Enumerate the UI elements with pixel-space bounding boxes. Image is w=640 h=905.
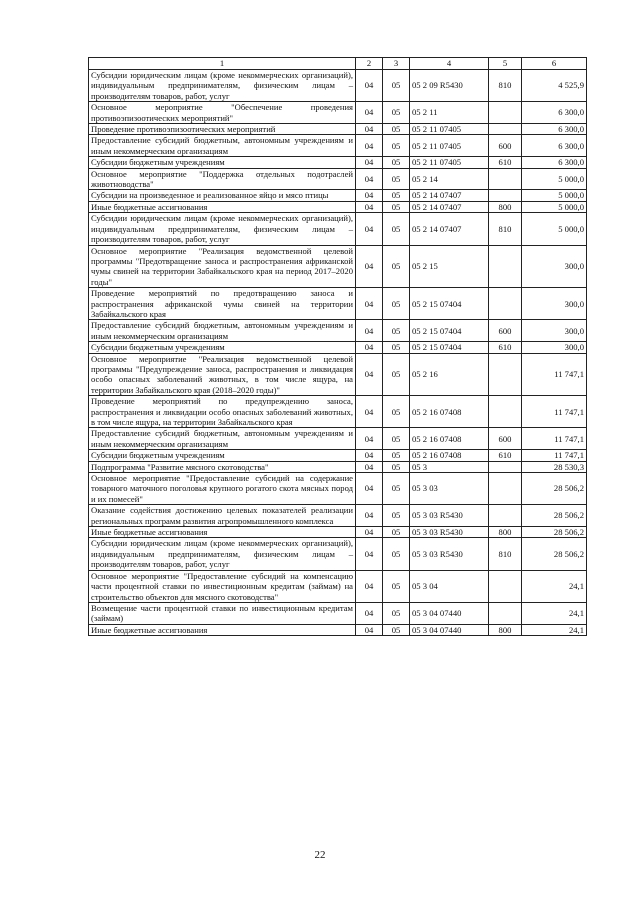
subsection-code-cell: 05	[383, 135, 410, 157]
subsection-code-cell: 05	[383, 505, 410, 527]
expense-type-cell	[489, 353, 522, 396]
table-row	[89, 124, 587, 135]
subsection-code-cell: 05	[383, 473, 410, 505]
expense-type-cell	[489, 602, 522, 624]
section-code-cell: 04	[356, 602, 383, 624]
subsection-code-cell: 05	[383, 213, 410, 245]
row-name-cell: Проведение мероприятий по предупреждению заноса, распространения и ликвидации особо опасных заболеваний животных, в том числе ящура, на территории Забайкальского края	[89, 396, 356, 428]
table-row	[89, 450, 587, 461]
table-row	[89, 527, 587, 538]
table-row	[89, 396, 587, 428]
row-name-cell: Иные бюджетные ассигнования	[89, 624, 356, 635]
subsection-code-cell: 05	[383, 342, 410, 353]
row-name-cell: Проведение противоэпизоотических мероприятий	[89, 124, 356, 135]
expense-type-cell: 600	[489, 135, 522, 157]
section-code-cell: 04	[356, 538, 383, 570]
row-name-cell: Основное мероприятие "Реализация ведомственной целевой программы "Предупреждение заноса, распространения и ликвидация особо опасных заболеваний животных, в том числе ящура, на территории Забайкальского края (2018–2020 годы)"	[89, 353, 356, 396]
amount-cell: 5 000,0	[522, 190, 587, 201]
amount-cell: 300,0	[522, 342, 587, 353]
table-row	[89, 213, 587, 245]
expense-type-cell	[489, 245, 522, 288]
table-row	[89, 505, 587, 527]
column-number-1: 1	[89, 58, 356, 70]
section-code-cell: 04	[356, 245, 383, 288]
subsection-code-cell: 05	[383, 201, 410, 212]
expense-type-cell: 800	[489, 624, 522, 635]
expense-type-cell	[489, 461, 522, 472]
target-article-cell: 05 2 16 07408	[410, 450, 489, 461]
amount-cell: 24,1	[522, 602, 587, 624]
row-name-cell: Иные бюджетные ассигнования	[89, 527, 356, 538]
amount-cell: 28 506,2	[522, 538, 587, 570]
subsection-code-cell: 05	[383, 450, 410, 461]
table-row	[89, 538, 587, 570]
expense-type-cell: 610	[489, 157, 522, 168]
subsection-code-cell: 05	[383, 157, 410, 168]
row-name-cell: Иные бюджетные ассигнования	[89, 201, 356, 212]
table-row	[89, 342, 587, 353]
target-article-cell: 05 3 04 07440	[410, 624, 489, 635]
column-number-5: 5	[489, 58, 522, 70]
column-number-row	[89, 58, 587, 70]
table-row	[89, 570, 587, 602]
target-article-cell: 05 2 14 07407	[410, 201, 489, 212]
amount-cell: 28 530,3	[522, 461, 587, 472]
target-article-cell: 05 2 14 07407	[410, 190, 489, 201]
target-article-cell: 05 2 16 07408	[410, 396, 489, 428]
column-number-2: 2	[356, 58, 383, 70]
row-name-cell: Основное мероприятие "Реализация ведомственной целевой программы "Предотвращение заноса и распространения африканской чумы свиней на территории Забайкальского края на период 2017–2020 годы"	[89, 245, 356, 288]
amount-cell: 6 300,0	[522, 124, 587, 135]
expense-type-cell	[489, 168, 522, 190]
target-article-cell: 05 3 04 07440	[410, 602, 489, 624]
table-row	[89, 157, 587, 168]
subsection-code-cell: 05	[383, 570, 410, 602]
row-name-cell: Предоставление субсидий бюджетным, автономным учреждениям и иным некоммерческим организациям	[89, 320, 356, 342]
section-code-cell: 04	[356, 505, 383, 527]
subsection-code-cell: 05	[383, 461, 410, 472]
subsection-code-cell: 05	[383, 70, 410, 102]
amount-cell: 6 300,0	[522, 135, 587, 157]
amount-cell: 11 747,1	[522, 428, 587, 450]
table-row	[89, 201, 587, 212]
column-number-3: 3	[383, 58, 410, 70]
target-article-cell: 05 2 11 07405	[410, 157, 489, 168]
section-code-cell: 04	[356, 428, 383, 450]
section-code-cell: 04	[356, 157, 383, 168]
subsection-code-cell: 05	[383, 168, 410, 190]
row-name-cell: Основное мероприятие "Обеспечение проведения противоэпизоотических мероприятий"	[89, 102, 356, 124]
table-row	[89, 288, 587, 320]
subsection-code-cell: 05	[383, 245, 410, 288]
row-name-cell: Основное мероприятие "Предоставление субсидий на компенсацию части процентной ставки по инвестиционным кредитам (займам) на строительство объектов для мясного скотоводства"	[89, 570, 356, 602]
target-article-cell: 05 3 03 R5430	[410, 527, 489, 538]
table-row	[89, 70, 587, 102]
table-row	[89, 353, 587, 396]
row-name-cell: Возмещение части процентной ставки по инвестиционным кредитам (займам)	[89, 602, 356, 624]
section-code-cell: 04	[356, 201, 383, 212]
section-code-cell: 04	[356, 527, 383, 538]
target-article-cell: 05 2 14 07407	[410, 213, 489, 245]
section-code-cell: 04	[356, 450, 383, 461]
amount-cell: 28 506,2	[522, 473, 587, 505]
target-article-cell: 05 3 04	[410, 570, 489, 602]
section-code-cell: 04	[356, 124, 383, 135]
target-article-cell: 05 3 03 R5430	[410, 505, 489, 527]
section-code-cell: 04	[356, 288, 383, 320]
target-article-cell: 05 2 09 R5430	[410, 70, 489, 102]
expense-type-cell: 810	[489, 538, 522, 570]
amount-cell: 300,0	[522, 288, 587, 320]
subsection-code-cell: 05	[383, 190, 410, 201]
target-article-cell: 05 2 15 07404	[410, 342, 489, 353]
table-row	[89, 428, 587, 450]
expense-type-cell: 810	[489, 213, 522, 245]
row-name-cell: Субсидии юридическим лицам (кроме некоммерческих организаций), индивидуальным предпринимателям, физическим лицам – производителям товаров, работ, услуг	[89, 213, 356, 245]
expense-type-cell: 600	[489, 320, 522, 342]
table-row	[89, 245, 587, 288]
target-article-cell: 05 2 15 07404	[410, 288, 489, 320]
expense-type-cell	[489, 505, 522, 527]
target-article-cell: 05 3 03	[410, 473, 489, 505]
row-name-cell: Субсидии бюджетным учреждениям	[89, 157, 356, 168]
page-number: 22	[314, 849, 326, 861]
expense-type-cell: 810	[489, 70, 522, 102]
table-row	[89, 473, 587, 505]
section-code-cell: 04	[356, 102, 383, 124]
table-row	[89, 461, 587, 472]
expense-type-cell	[489, 473, 522, 505]
subsection-code-cell: 05	[383, 353, 410, 396]
amount-cell: 28 506,2	[522, 527, 587, 538]
amount-cell: 300,0	[522, 320, 587, 342]
row-name-cell: Субсидии бюджетным учреждениям	[89, 450, 356, 461]
section-code-cell: 04	[356, 353, 383, 396]
row-name-cell: Предоставление субсидий бюджетным, автономным учреждениям и иным некоммерческим организациям	[89, 428, 356, 450]
row-name-cell: Основное мероприятие "Предоставление субсидий на содержание товарного маточного поголовья крупного рогатого скота мясных пород и их помесей"	[89, 473, 356, 505]
section-code-cell: 04	[356, 624, 383, 635]
section-code-cell: 04	[356, 135, 383, 157]
row-name-cell: Субсидии бюджетным учреждениям	[89, 342, 356, 353]
table-row	[89, 135, 587, 157]
amount-cell: 11 747,1	[522, 353, 587, 396]
expense-type-cell	[489, 570, 522, 602]
column-number-6: 6	[522, 58, 587, 70]
subsection-code-cell: 05	[383, 538, 410, 570]
target-article-cell: 05 3 03 R5430	[410, 538, 489, 570]
target-article-cell: 05 2 11 07405	[410, 135, 489, 157]
section-code-cell: 04	[356, 396, 383, 428]
amount-cell: 24,1	[522, 570, 587, 602]
expense-type-cell: 800	[489, 201, 522, 212]
amount-cell: 6 300,0	[522, 102, 587, 124]
expense-type-cell	[489, 288, 522, 320]
section-code-cell: 04	[356, 461, 383, 472]
amount-cell: 4 525,9	[522, 70, 587, 102]
target-article-cell: 05 2 16 07408	[410, 428, 489, 450]
target-article-cell: 05 2 16	[410, 353, 489, 396]
target-article-cell: 05 2 15	[410, 245, 489, 288]
subsection-code-cell: 05	[383, 124, 410, 135]
table-row	[89, 168, 587, 190]
amount-cell: 11 747,1	[522, 450, 587, 461]
row-name-cell: Основное мероприятие "Поддержка отдельных подотраслей животноводства"	[89, 168, 356, 190]
amount-cell: 28 506,2	[522, 505, 587, 527]
section-code-cell: 04	[356, 190, 383, 201]
section-code-cell: 04	[356, 168, 383, 190]
section-code-cell: 04	[356, 473, 383, 505]
table-row	[89, 602, 587, 624]
section-code-cell: 04	[356, 570, 383, 602]
expense-type-cell: 600	[489, 428, 522, 450]
amount-cell: 5 000,0	[522, 168, 587, 190]
column-number-4: 4	[410, 58, 489, 70]
target-article-cell: 05 2 11 07405	[410, 124, 489, 135]
amount-cell: 5 000,0	[522, 213, 587, 245]
section-code-cell: 04	[356, 70, 383, 102]
expense-type-cell	[489, 396, 522, 428]
expense-type-cell: 800	[489, 527, 522, 538]
target-article-cell: 05 2 14	[410, 168, 489, 190]
subsection-code-cell: 05	[383, 320, 410, 342]
amount-cell: 6 300,0	[522, 157, 587, 168]
expense-type-cell: 610	[489, 342, 522, 353]
subsection-code-cell: 05	[383, 396, 410, 428]
table-row	[89, 190, 587, 201]
subsection-code-cell: 05	[383, 288, 410, 320]
row-name-cell: Оказание содействия достижению целевых показателей реализации региональных программ развития агропромышленного комплекса	[89, 505, 356, 527]
subsection-code-cell: 05	[383, 602, 410, 624]
amount-cell: 300,0	[522, 245, 587, 288]
target-article-cell: 05 2 15 07404	[410, 320, 489, 342]
section-code-cell: 04	[356, 320, 383, 342]
budget-table	[88, 57, 587, 636]
amount-cell: 5 000,0	[522, 201, 587, 212]
table-row	[89, 102, 587, 124]
row-name-cell: Подпрограмма "Развитие мясного скотоводства"	[89, 461, 356, 472]
amount-cell: 24,1	[522, 624, 587, 635]
amount-cell: 11 747,1	[522, 396, 587, 428]
section-code-cell: 04	[356, 342, 383, 353]
expense-type-cell: 610	[489, 450, 522, 461]
target-article-cell: 05 3	[410, 461, 489, 472]
row-name-cell: Проведение мероприятий по предотвращению заноса и распространения африканской чумы свиней на территории Забайкальского края	[89, 288, 356, 320]
row-name-cell: Субсидии юридическим лицам (кроме некоммерческих организаций), индивидуальным предпринимателям, физическим лицам – производителям товаров, работ, услуг	[89, 538, 356, 570]
row-name-cell: Предоставление субсидий бюджетным, автономным учреждениям и иным некоммерческим организациям	[89, 135, 356, 157]
table-row	[89, 624, 587, 635]
target-article-cell: 05 2 11	[410, 102, 489, 124]
subsection-code-cell: 05	[383, 527, 410, 538]
expense-type-cell	[489, 190, 522, 201]
expense-type-cell	[489, 124, 522, 135]
expense-type-cell	[489, 102, 522, 124]
subsection-code-cell: 05	[383, 428, 410, 450]
budget-table-body	[89, 58, 587, 636]
row-name-cell: Субсидии на произведенное и реализованное яйцо и мясо птицы	[89, 190, 356, 201]
table-row	[89, 320, 587, 342]
subsection-code-cell: 05	[383, 624, 410, 635]
section-code-cell: 04	[356, 213, 383, 245]
row-name-cell: Субсидии юридическим лицам (кроме некоммерческих организаций), индивидуальным предпринимателям, физическим лицам – производителям товаров, работ, услуг	[89, 70, 356, 102]
subsection-code-cell: 05	[383, 102, 410, 124]
